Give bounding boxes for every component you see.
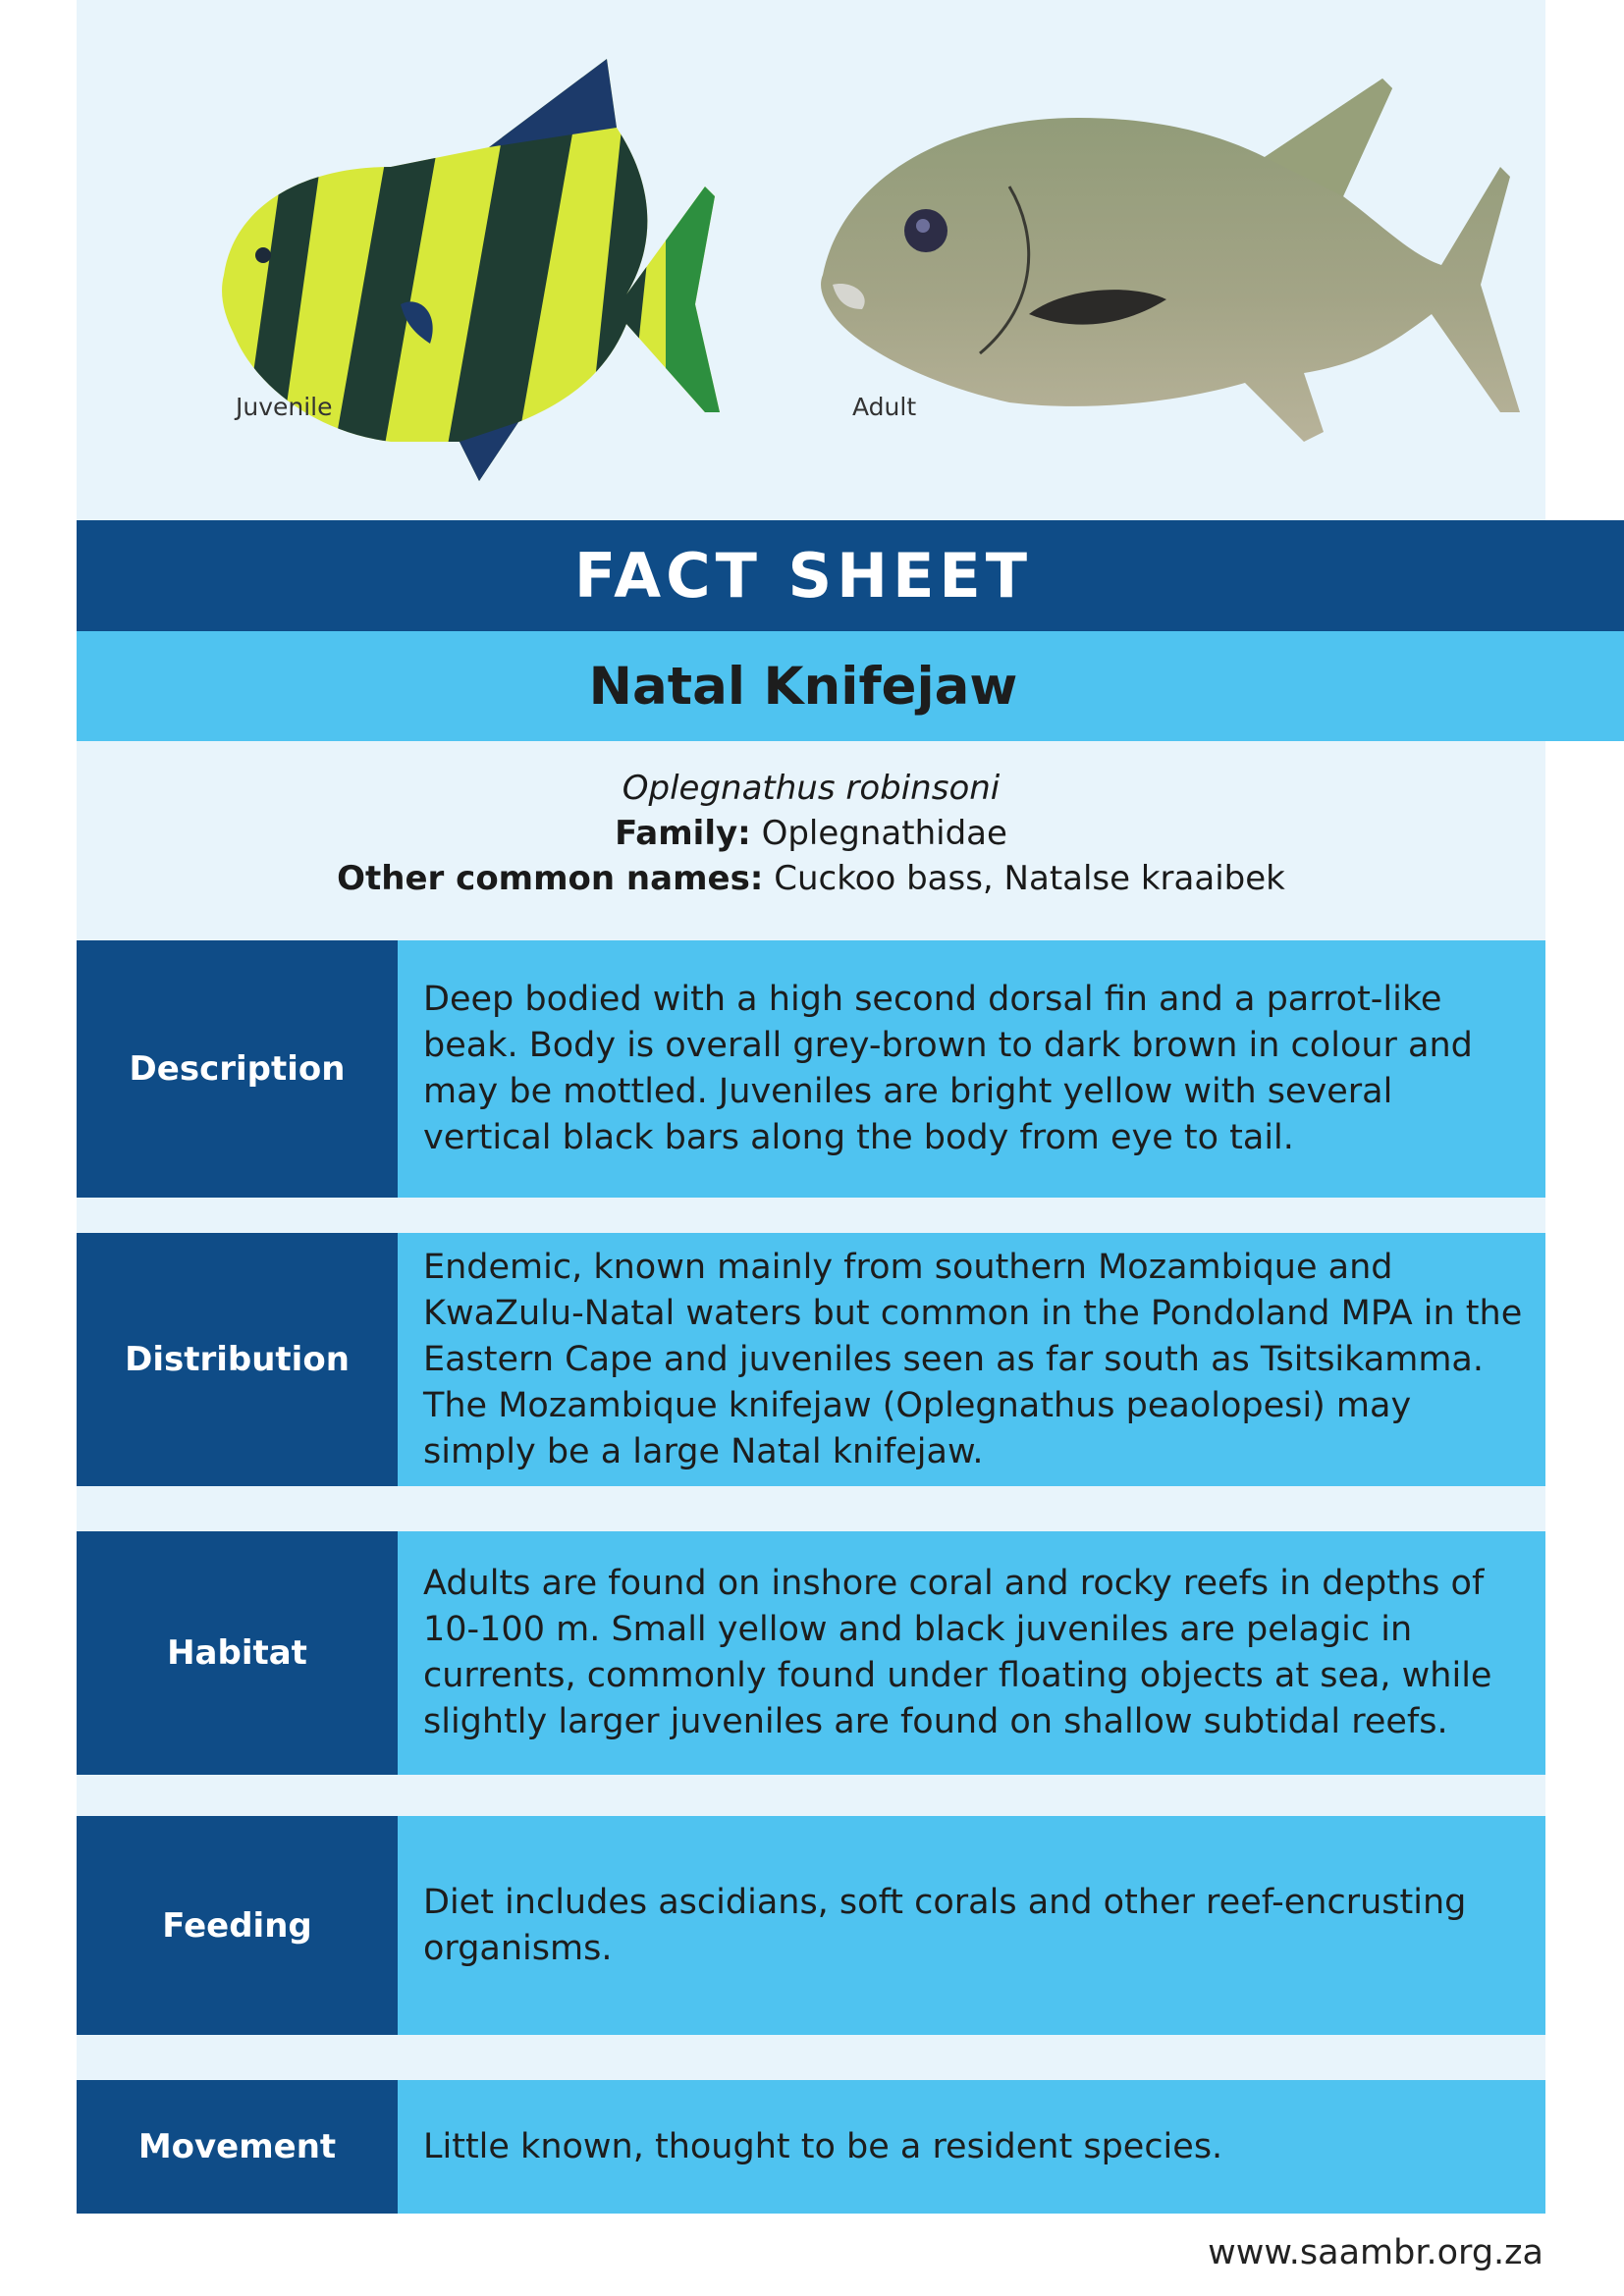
species-banner <box>77 631 1624 741</box>
section-text: Little known, thought to be a resident species. <box>423 2126 1223 2166</box>
section-label: Feeding <box>77 1816 398 2035</box>
section-text: Adults are found on inshore coral and rocky reefs in depths of 10-100 m. Small yellow and black juveniles are pelagic in currents, commonly found under floating objects at sea, while slightly larger juveniles are found on shallow subtidal reefs. <box>423 1564 1492 1741</box>
juvenile-fish-image <box>194 49 813 491</box>
family-label: Family: <box>615 814 751 853</box>
scientific-name: Oplegnathus robinsoni <box>622 769 1001 808</box>
section-label: Distribution <box>77 1233 398 1486</box>
section-habitat <box>77 1531 1545 1775</box>
section-text: Diet includes ascidians, soft corals and other reef-encrusting organisms. <box>423 1882 1467 1968</box>
section-distribution <box>77 1233 1545 1486</box>
section-label: Description <box>77 940 398 1198</box>
fact-sheet-banner <box>77 520 1624 631</box>
fact-sheet-title: FACT SHEET <box>573 540 1033 612</box>
juvenile-label: Juvenile <box>236 393 333 421</box>
hero-images <box>77 0 1545 520</box>
section-label: Movement <box>77 2080 398 2214</box>
common-names-value: Cuckoo bass, Natalse kraaibek <box>763 859 1285 898</box>
family-value: Oplegnathidae <box>750 814 1007 853</box>
section-text: Endemic, known mainly from southern Mozambique and KwaZulu-Natal waters but common in the Pondoland MPA in the Eastern Cape and juveniles seen as far south as Tsitsikamma. The Mozambique knifejaw (Oplegnathus peaolopesi) may simply be a large Natal knifejaw. <box>423 1247 1523 1471</box>
section-text: Deep bodied with a high second dorsal fin and a parrot-like beak. Body is overall grey-brown to dark brown in colour and may be mottled. Juveniles are bright yellow with several vertical black bars along the body from eye to tail. <box>423 980 1473 1157</box>
species-names <box>77 766 1545 901</box>
common-names-line <box>77 856 1545 901</box>
common-names-label: Other common names: <box>337 859 764 898</box>
species-name: Natal Knifejaw <box>588 656 1018 717</box>
family-line <box>77 811 1545 856</box>
section-movement <box>77 2080 1545 2214</box>
adult-label: Adult <box>852 393 917 421</box>
website-url: www.saambr.org.za <box>1208 2233 1543 2272</box>
section-label: Habitat <box>77 1531 398 1775</box>
section-description <box>77 940 1545 1198</box>
section-feeding <box>77 1816 1545 2035</box>
